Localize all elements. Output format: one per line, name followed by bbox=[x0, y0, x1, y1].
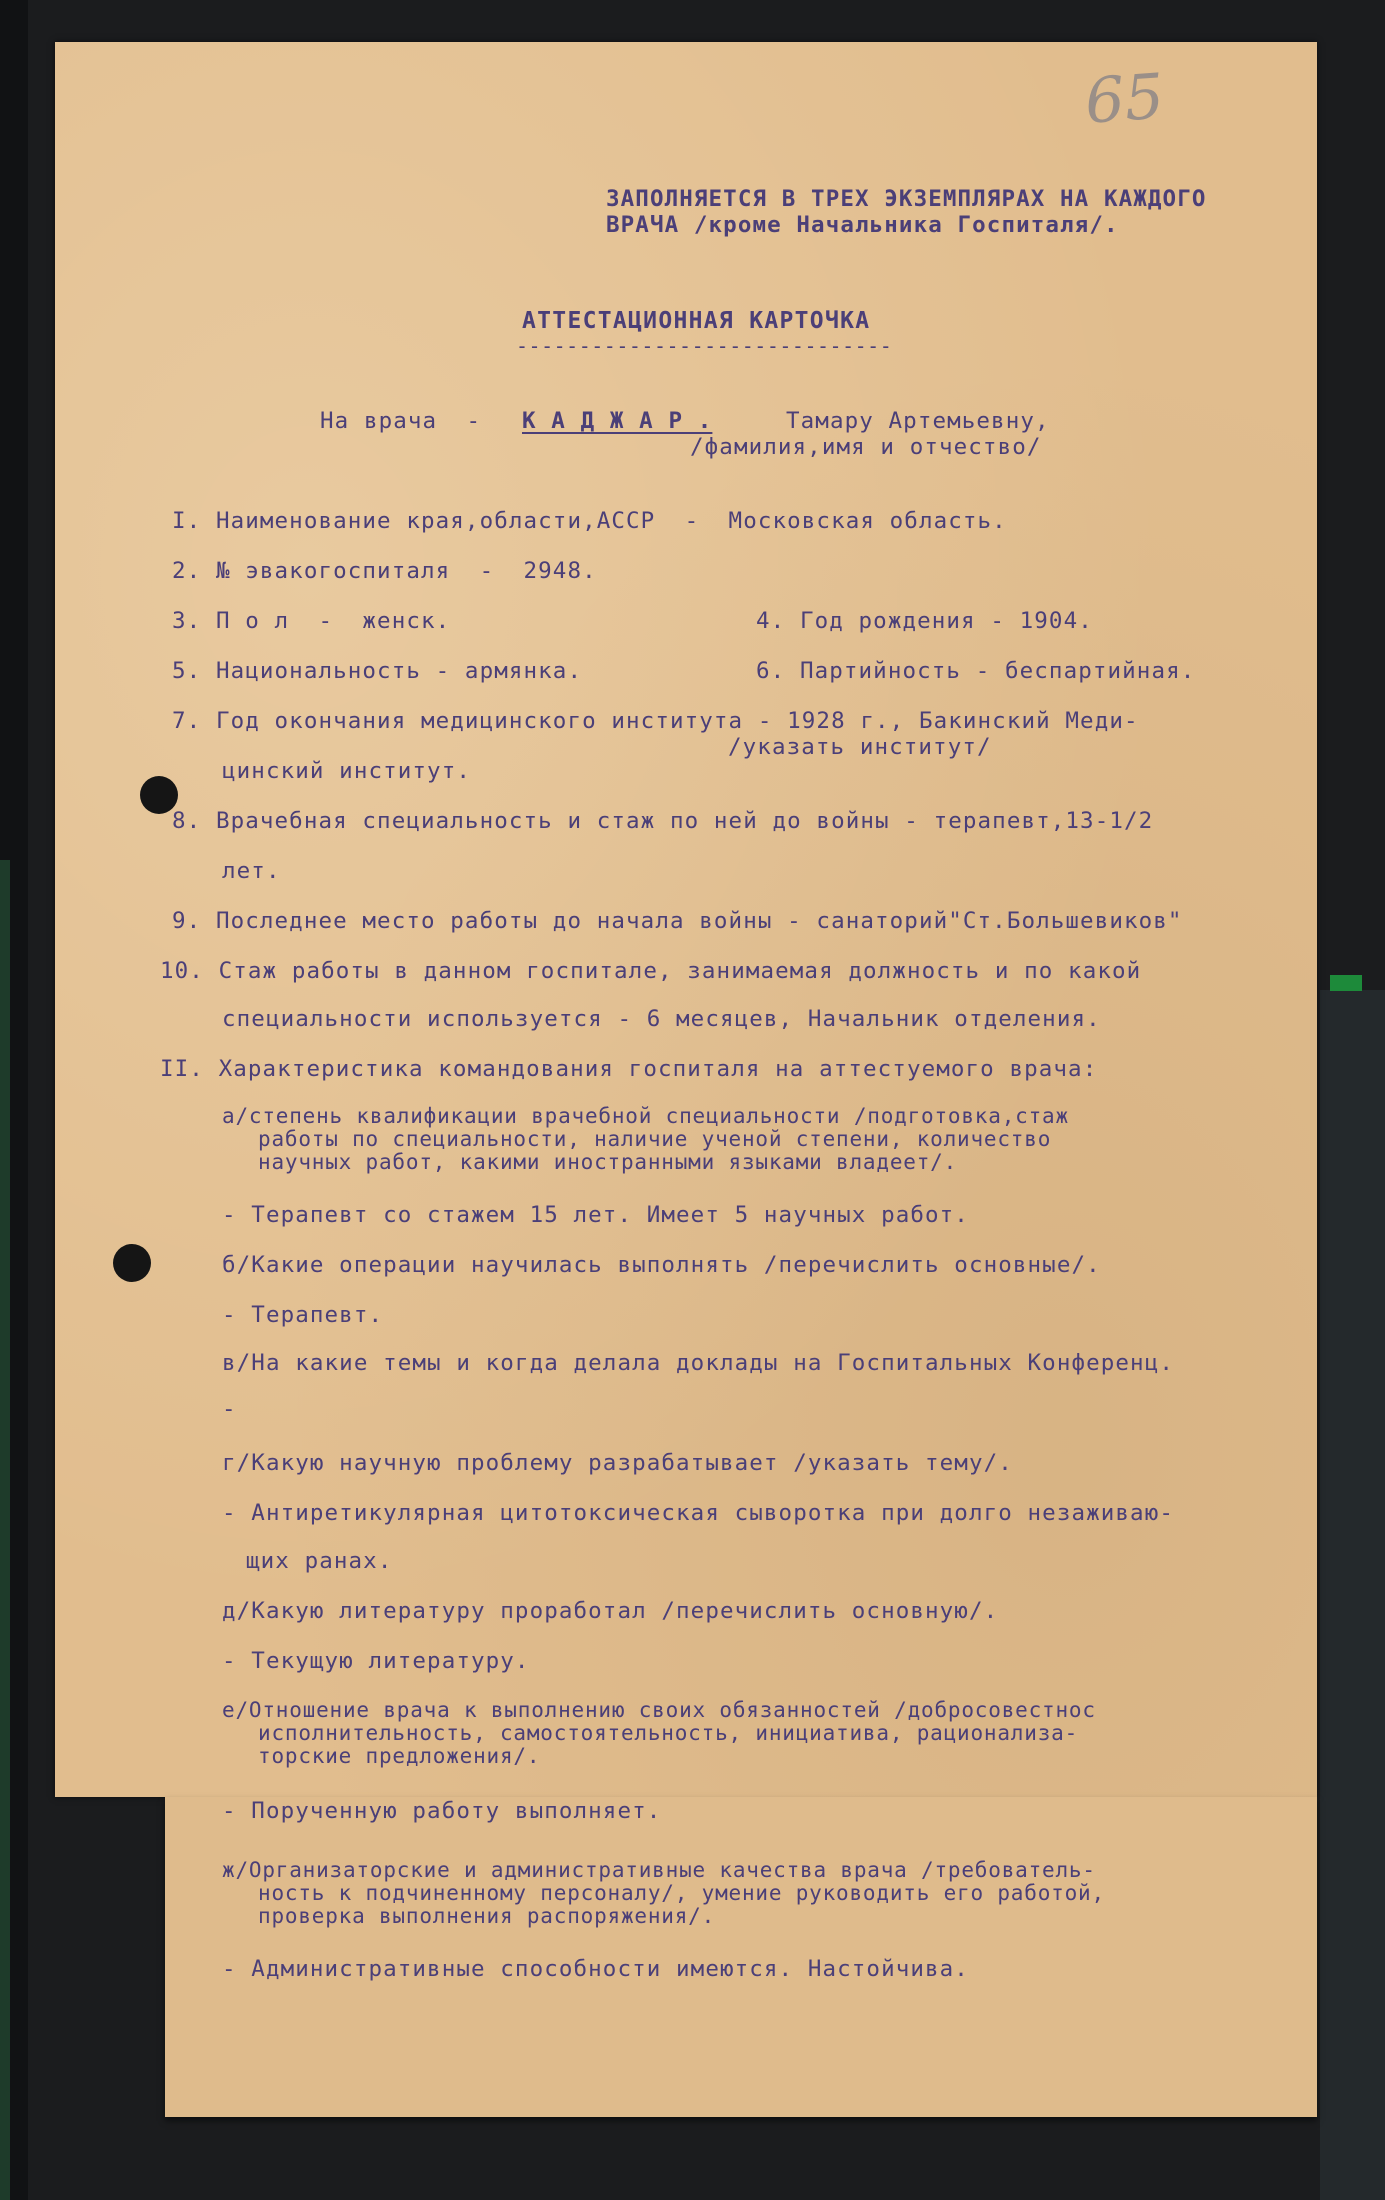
sub-d-answer: - Текущую литературу. bbox=[222, 1648, 530, 1674]
sub-e-question-3: торские предложения/. bbox=[258, 1744, 541, 1768]
item-9-last-workplace: 9. Последнее место работы до начала войны - санаторий"Ст.Большевиков" bbox=[172, 908, 1183, 934]
sub-e-question-1: е/Отношение врача к выполнению своих обязанностей /добросовестнос bbox=[222, 1698, 1096, 1722]
sub-e-answer: - Порученную работу выполняет. bbox=[222, 1798, 662, 1824]
item-10-experience: 10. Стаж работы в данном госпитале, занимаемая должность и по какой bbox=[160, 958, 1142, 984]
doctor-name-caption: /фамилия,имя и отчество/ bbox=[690, 434, 1042, 460]
item-10-position: специальности используется - 6 месяцев, Начальник отделения. bbox=[222, 1006, 1101, 1032]
document-title: АТТЕСТАЦИОННАЯ КАРТОЧКА bbox=[522, 308, 871, 334]
green-marker bbox=[1330, 975, 1362, 991]
item-5-nationality: 5. Национальность - армянка. bbox=[172, 658, 583, 684]
item-11-characteristics: II. Характеристика командования госпиталя на аттестуемого врача: bbox=[160, 1056, 1098, 1082]
item-7-institute: цинский институт. bbox=[222, 758, 471, 784]
sub-g-answer-2: щих ранах. bbox=[246, 1548, 393, 1574]
item-1-region: I. Наименование края,области,АССР - Московская область. bbox=[172, 508, 1007, 534]
sub-v-answer: - bbox=[222, 1396, 237, 1422]
sub-b-answer: - Терапевт. bbox=[222, 1302, 384, 1328]
item-3-sex: 3. П о л - женск. bbox=[172, 608, 451, 634]
sub-d-question: д/Какую литературу проработал /перечислить основную/. bbox=[222, 1598, 999, 1624]
doctor-prefix: На врача - bbox=[320, 408, 482, 434]
doctor-given-names: Тамару Артемьевну, bbox=[786, 408, 1050, 434]
scanner-edge-mark bbox=[0, 860, 10, 2200]
item-8-specialty: 8. Врачебная специальность и стаж по ней до войны - терапевт,13-1/2 bbox=[172, 808, 1154, 834]
item-7-note: /указать институт/ bbox=[728, 734, 992, 760]
sub-a-question-3: научных работ, какими иностранными языками владеет/. bbox=[258, 1150, 958, 1174]
sub-b-question: б/Какие операции научилась выполнять /перечислить основные/. bbox=[222, 1252, 1101, 1278]
item-6-party: 6. Партийность - беспартийная. bbox=[756, 658, 1196, 684]
punch-hole bbox=[113, 1244, 151, 1282]
sub-a-answer: - Терапевт со стажем 15 лет. Имеет 5 научных работ. bbox=[222, 1202, 969, 1228]
archive-page-number: 65 bbox=[1082, 59, 1167, 138]
item-8-years: лет. bbox=[222, 858, 281, 884]
sub-a-question-2: работы по специальности, наличие ученой степени, количество bbox=[258, 1127, 1052, 1151]
header-note-line-2: ВРАЧА /кроме Начальника Госпиталя/. bbox=[606, 212, 1119, 238]
sub-e-question-2: исполнительность, самостоятельность, инициатива, рационализа- bbox=[258, 1721, 1079, 1745]
sub-zh-question-2: ность к подчиненному персоналу/, умение руководить его работой, bbox=[258, 1881, 1105, 1905]
sub-a-question-1: а/степень квалификации врачебной специальности /подготовка,стаж bbox=[222, 1104, 1069, 1128]
doctor-surname: К А Д Ж А Р . bbox=[522, 408, 713, 434]
sub-v-question: в/На какие темы и когда делала доклады на Госпитальных Конференц. bbox=[222, 1350, 1174, 1376]
sub-g-answer-1: - Антиретикулярная цитотоксическая сыворотка при долго незаживаю- bbox=[222, 1500, 1174, 1526]
item-2-hospital: 2. № эвакогоспиталя - 2948. bbox=[172, 558, 597, 584]
sub-zh-answer: - Административные способности имеются. Настойчива. bbox=[222, 1956, 969, 1982]
scanner-board-right bbox=[1320, 990, 1385, 2200]
title-underline: ------------------------------ bbox=[516, 334, 893, 358]
sub-zh-question-1: ж/Организаторские и административные качества врача /требователь- bbox=[222, 1858, 1096, 1882]
sub-g-question: г/Какую научную проблему разрабатывает /указать тему/. bbox=[222, 1450, 1013, 1476]
item-7-graduation: 7. Год окончания медицинского института - 1928 г., Бакинский Меди- bbox=[172, 708, 1139, 734]
item-4-birth-year: 4. Год рождения - 1904. bbox=[756, 608, 1093, 634]
header-note-line-1: ЗАПОЛНЯЕТСЯ В ТРЕХ ЭКЗЕМПЛЯРАХ НА КАЖДОГО bbox=[606, 186, 1207, 212]
sub-zh-question-3: проверка выполнения распоряжения/. bbox=[258, 1904, 716, 1928]
